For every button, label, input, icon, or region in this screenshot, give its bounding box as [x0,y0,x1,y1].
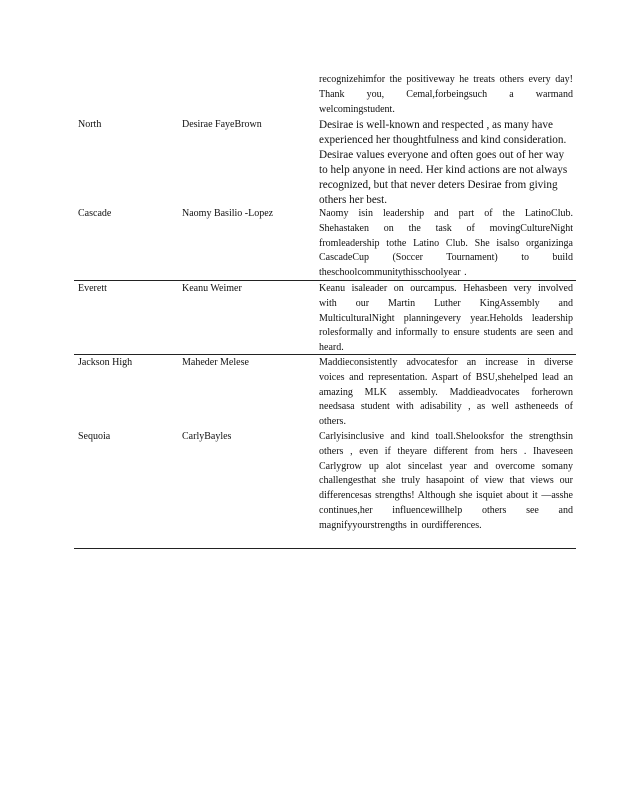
school-cell: Cascade [78,208,112,219]
reason-cell: recognizehimfor the positiveway he treats others every day! Thank you, Cemal,forbeingsuch a warmand welcomingstudent. [319,74,573,115]
nominee-cell: CarlyBayles [182,431,232,442]
reason-cell: Carlyisinclusive and kind toall.Shelooksfor the strengthsin others , even if theyare different from hers . Ihaveseen Carlygrow up alot sincelast year and overcome somany challengesthat she truly hasapoint of view that views our differencesas strengths! Although she isquiet about it —asshe continues,her influencewillhelp others see and magnifyyourstrengths in ourdifferences. [319,431,573,531]
school-cell: Jackson High [78,357,133,368]
school-cell: Everett [78,283,107,294]
row-divider [74,280,576,281]
row-divider [74,354,576,355]
reason-cell: Naomy isin leadership and part of the LatinoClub. Shehastaken on the task of movingCultureNight fromleadership tothe Latino Club. She isalso organizinga CascadeCup (Soccer Tournament) to build theschoolcommunitythisschoolyear . [319,208,573,279]
table-bottom-rule [74,548,576,549]
reason-cell: Maddieconsistently advocatesfor an increase in diverse voices and representation. Aspart of BSU,shehelped lead an amazing MLK assembly. Maddieadvocates forherown needsasa student with adisability , as well astheneeds of others. [319,357,573,428]
school-cell: North [78,119,102,130]
school-cell: Sequoia [78,431,111,442]
reason-cell: Desirae is well-known and respected , as many have experienced her thoughtfulness and kind consideration. Desirae values everyone and often goes out of her way to help anyone in need. Her kind actions are not always recognized, but that never deters Desirae from giving others her best. [319,119,568,206]
nominee-cell: Keanu Weimer [182,283,242,294]
reason-cell: Keanu isaleader on ourcampus. Hehasbeen very involved with our Martin Luther KingAssembly and MulticulturalNight planningevery year.Heholds leadership rolesformally and informally to ensure students are seen and heard. [319,283,573,354]
nominee-cell: Maheder Melese [182,357,249,368]
nominee-cell: Naomy Basilio -Lopez [182,208,274,219]
nominee-cell: Desirae FayeBrown [182,119,262,130]
